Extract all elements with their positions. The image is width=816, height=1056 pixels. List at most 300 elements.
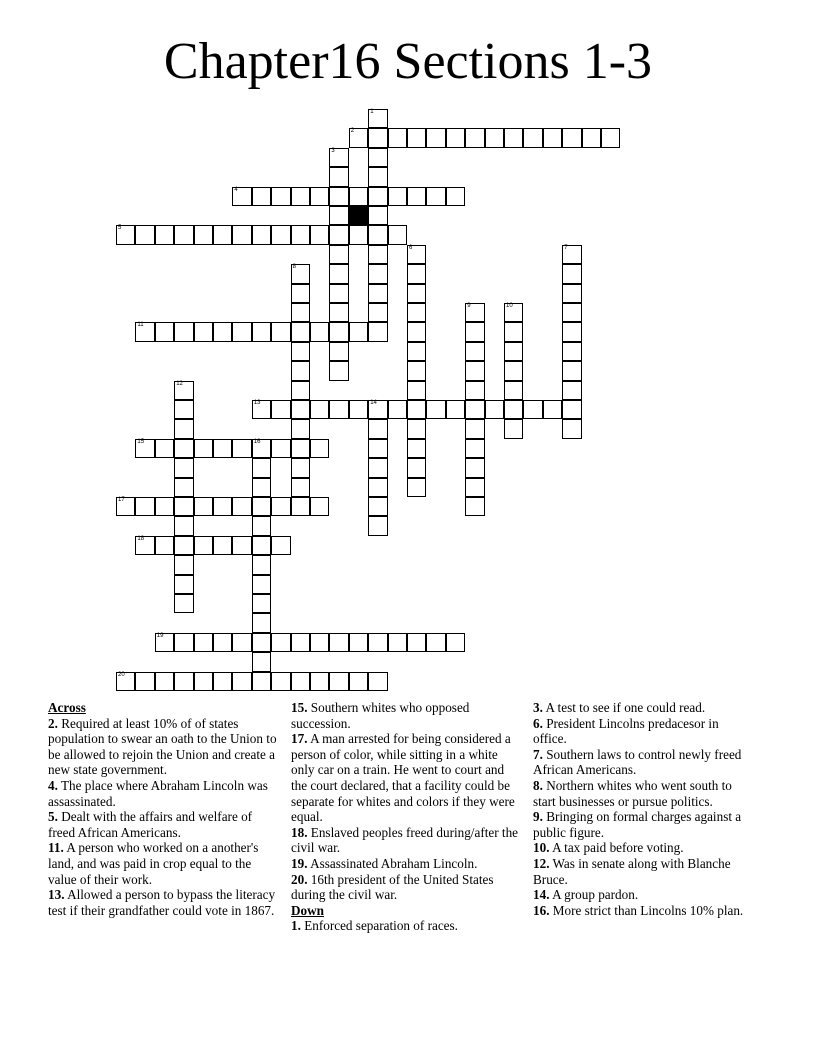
grid-cell[interactable] xyxy=(368,419,387,438)
clue-down-9 xyxy=(533,809,755,840)
grid-cell[interactable] xyxy=(252,536,271,555)
grid-cell[interactable] xyxy=(504,342,523,361)
grid-cell[interactable] xyxy=(446,128,465,147)
grid-cell[interactable] xyxy=(155,672,174,691)
clue-text: A person who worked on a another's land, and was paid in crop equal to the value of their work. xyxy=(48,840,259,887)
grid-cell[interactable] xyxy=(407,400,426,419)
clue-number: 11. xyxy=(48,840,64,856)
grid-cell[interactable] xyxy=(155,633,174,652)
grid-cell[interactable] xyxy=(155,225,174,244)
grid-cell[interactable] xyxy=(388,633,407,652)
grid-cell[interactable] xyxy=(407,419,426,438)
clue-text: Southern whites who opposed succession. xyxy=(291,700,470,731)
clue-text: More strict than Lincolns 10% plan. xyxy=(552,902,744,918)
grid-cell[interactable] xyxy=(368,148,387,167)
grid-cell[interactable] xyxy=(252,672,271,691)
grid-cell[interactable] xyxy=(446,400,465,419)
grid-cell[interactable] xyxy=(368,225,387,244)
grid-cell[interactable] xyxy=(562,342,581,361)
grid-cell[interactable] xyxy=(407,187,426,206)
grid-cell[interactable] xyxy=(252,400,271,419)
grid-cell[interactable] xyxy=(601,128,620,147)
grid-cell[interactable] xyxy=(291,264,310,283)
grid-cell[interactable] xyxy=(329,206,348,225)
clue-number: 6. xyxy=(533,715,543,731)
grid-cell[interactable] xyxy=(504,361,523,380)
grid-cell[interactable] xyxy=(271,497,290,516)
grid-cell[interactable] xyxy=(135,497,154,516)
grid-cell[interactable] xyxy=(271,322,290,341)
grid-cell[interactable] xyxy=(329,342,348,361)
grid-cell[interactable] xyxy=(465,361,484,380)
cell-number: 15 xyxy=(137,438,145,445)
grid-cell[interactable] xyxy=(407,458,426,477)
grid-cell[interactable] xyxy=(388,128,407,147)
grid-cell[interactable] xyxy=(349,322,368,341)
grid-cell[interactable] xyxy=(135,439,154,458)
grid-block xyxy=(349,206,368,225)
cell-number: 8 xyxy=(292,264,296,271)
clue-column-3 xyxy=(533,700,755,918)
grid-cell[interactable] xyxy=(562,245,581,264)
grid-cell[interactable] xyxy=(329,400,348,419)
grid-cell[interactable] xyxy=(232,497,251,516)
grid-cell[interactable] xyxy=(252,497,271,516)
grid-cell[interactable] xyxy=(291,322,310,341)
grid-cell[interactable] xyxy=(194,322,213,341)
grid-cell[interactable] xyxy=(252,633,271,652)
cell-number: 11 xyxy=(137,322,144,329)
grid-cell[interactable] xyxy=(174,478,193,497)
clue-text: Required at least 10% of of states population to swear an oath to the Union to be allowed to rejoin the Union and create a new state government. xyxy=(48,715,277,778)
grid-cell[interactable] xyxy=(368,672,387,691)
clue-text: The place where Abraham Lincoln was assassinated. xyxy=(48,777,268,809)
clue-across-19 xyxy=(291,856,523,872)
grid-cell[interactable] xyxy=(543,400,562,419)
clue-down-10 xyxy=(533,840,755,856)
cell-number: 13 xyxy=(253,400,261,406)
grid-cell[interactable] xyxy=(504,419,523,438)
grid-cell[interactable] xyxy=(310,400,329,419)
grid-cell[interactable] xyxy=(368,128,387,147)
grid-cell[interactable] xyxy=(329,148,348,167)
grid-cell[interactable] xyxy=(407,439,426,458)
grid-cell[interactable] xyxy=(407,128,426,147)
grid-cell[interactable] xyxy=(407,245,426,264)
cell-number: 3 xyxy=(331,147,335,154)
grid-cell[interactable] xyxy=(252,478,271,497)
grid-cell[interactable] xyxy=(388,225,407,244)
grid-cell[interactable] xyxy=(368,206,387,225)
grid-cell[interactable] xyxy=(291,303,310,322)
grid-cell[interactable] xyxy=(252,575,271,594)
cell-number: 16 xyxy=(253,438,261,445)
grid-cell[interactable] xyxy=(329,284,348,303)
grid-cell[interactable] xyxy=(310,497,329,516)
grid-cell[interactable] xyxy=(194,536,213,555)
grid-cell[interactable] xyxy=(252,439,271,458)
clue-number: 5. xyxy=(48,809,58,825)
clue-text: Dealt with the affairs and welfare of freed African Americans. xyxy=(48,809,253,840)
grid-cell[interactable] xyxy=(252,225,271,244)
grid-cell[interactable] xyxy=(213,672,232,691)
grid-cell[interactable] xyxy=(213,536,232,555)
grid-cell[interactable] xyxy=(368,187,387,206)
grid-cell[interactable] xyxy=(174,536,193,555)
grid-cell[interactable] xyxy=(174,439,193,458)
grid-cell[interactable] xyxy=(155,322,174,341)
grid-cell[interactable] xyxy=(252,516,271,535)
grid-cell[interactable] xyxy=(232,536,251,555)
across-heading: Across xyxy=(48,700,86,715)
clue-across-20 xyxy=(291,872,523,903)
grid-cell[interactable] xyxy=(174,419,193,438)
clue-across-11 xyxy=(48,840,280,887)
grid-cell[interactable] xyxy=(329,322,348,341)
grid-cell[interactable] xyxy=(232,633,251,652)
grid-cell[interactable] xyxy=(271,439,290,458)
clue-number: 9. xyxy=(533,809,543,825)
grid-cell[interactable] xyxy=(388,187,407,206)
clue-number: 15. xyxy=(291,700,308,715)
grid-cell[interactable] xyxy=(465,419,484,438)
clue-number: 16. xyxy=(533,902,550,918)
grid-cell[interactable] xyxy=(368,264,387,283)
grid-cell[interactable] xyxy=(407,361,426,380)
grid-cell[interactable] xyxy=(232,439,251,458)
clue-down-12 xyxy=(533,856,755,887)
grid-cell[interactable] xyxy=(310,322,329,341)
grid-cell[interactable] xyxy=(562,381,581,400)
clue-number: 17. xyxy=(291,731,308,747)
grid-cell[interactable] xyxy=(194,672,213,691)
cell-number: 6 xyxy=(409,244,413,251)
grid-cell[interactable] xyxy=(291,225,310,244)
clue-down-1 xyxy=(291,918,523,934)
clue-text: Enslaved peoples freed during/after the civil war. xyxy=(291,824,519,856)
clue-column-2 xyxy=(291,700,523,934)
grid-cell[interactable] xyxy=(465,128,484,147)
clue-number: 3. xyxy=(533,700,543,715)
cell-number: 17 xyxy=(118,497,125,503)
grid-cell[interactable] xyxy=(291,478,310,497)
grid-cell[interactable] xyxy=(465,303,484,322)
grid-cell[interactable] xyxy=(349,633,368,652)
grid-cell[interactable] xyxy=(329,303,348,322)
grid-cell[interactable] xyxy=(174,322,193,341)
cell-number: 5 xyxy=(118,225,122,232)
clue-text: Assassinated Abraham Lincoln. xyxy=(310,855,478,871)
grid-cell[interactable] xyxy=(174,400,193,419)
grid-cell[interactable] xyxy=(291,361,310,380)
grid-cell[interactable] xyxy=(368,497,387,516)
grid-cell[interactable] xyxy=(349,225,368,244)
grid-cell[interactable] xyxy=(174,458,193,477)
cell-number: 7 xyxy=(564,244,568,251)
grid-cell[interactable] xyxy=(562,303,581,322)
cell-number: 10 xyxy=(506,303,513,309)
grid-cell[interactable] xyxy=(232,672,251,691)
grid-cell[interactable] xyxy=(310,225,329,244)
clue-down-8 xyxy=(533,778,755,809)
grid-cell[interactable] xyxy=(291,419,310,438)
grid-cell[interactable] xyxy=(310,439,329,458)
grid-cell[interactable] xyxy=(504,128,523,147)
cell-number: 20 xyxy=(118,671,125,678)
clue-number: 13. xyxy=(48,887,65,903)
clue-down-7 xyxy=(533,747,755,778)
clue-number: 18. xyxy=(291,824,308,840)
grid-cell[interactable] xyxy=(291,439,310,458)
clue-number: 19. xyxy=(291,855,308,871)
grid-cell[interactable] xyxy=(465,478,484,497)
grid-cell[interactable] xyxy=(213,497,232,516)
clue-text: President Lincolns predacesor in office. xyxy=(533,715,719,747)
clue-text: Southern laws to control newly freed African Americans. xyxy=(533,746,742,778)
grid-cell[interactable] xyxy=(174,516,193,535)
grid-cell[interactable] xyxy=(349,400,368,419)
grid-cell[interactable] xyxy=(504,381,523,400)
grid-cell[interactable] xyxy=(213,225,232,244)
grid-cell[interactable] xyxy=(310,633,329,652)
clue-number: 1. xyxy=(291,918,301,934)
clue-number: 12. xyxy=(533,855,550,871)
clue-text: A tax paid before voting. xyxy=(552,840,684,856)
grid-cell[interactable] xyxy=(426,633,445,652)
grid-cell[interactable] xyxy=(562,361,581,380)
grid-cell[interactable] xyxy=(232,225,251,244)
grid-cell[interactable] xyxy=(252,322,271,341)
grid-cell[interactable] xyxy=(310,672,329,691)
grid-cell[interactable] xyxy=(116,497,135,516)
grid-cell[interactable] xyxy=(194,225,213,244)
grid-cell[interactable] xyxy=(329,264,348,283)
clue-number: 7. xyxy=(533,746,543,762)
grid-cell[interactable] xyxy=(174,225,193,244)
grid-cell[interactable] xyxy=(329,245,348,264)
grid-cell[interactable] xyxy=(213,633,232,652)
grid-cell[interactable] xyxy=(407,342,426,361)
grid-cell[interactable] xyxy=(407,303,426,322)
grid-cell[interactable] xyxy=(174,497,193,516)
grid-cell[interactable] xyxy=(135,225,154,244)
grid-cell[interactable] xyxy=(135,322,154,341)
grid-cell[interactable] xyxy=(174,672,193,691)
grid-cell[interactable] xyxy=(368,303,387,322)
grid-cell[interactable] xyxy=(562,128,581,147)
grid-cell[interactable] xyxy=(426,128,445,147)
grid-cell[interactable] xyxy=(291,400,310,419)
grid-cell[interactable] xyxy=(485,400,504,419)
grid-cell[interactable] xyxy=(543,128,562,147)
grid-cell[interactable] xyxy=(252,187,271,206)
clue-down-3 xyxy=(533,700,755,716)
grid-cell[interactable] xyxy=(562,419,581,438)
grid-cell[interactable] xyxy=(523,400,542,419)
grid-cell[interactable] xyxy=(329,633,348,652)
clue-text: 16th president of the United States during the civil war. xyxy=(291,871,494,903)
grid-cell[interactable] xyxy=(504,322,523,341)
grid-cell[interactable] xyxy=(310,187,329,206)
grid-cell[interactable] xyxy=(155,536,174,555)
grid-cell[interactable] xyxy=(368,167,387,186)
clue-column-1 xyxy=(48,700,280,918)
grid-cell[interactable] xyxy=(271,187,290,206)
grid-cell[interactable] xyxy=(368,322,387,341)
grid-cell[interactable] xyxy=(194,439,213,458)
grid-cell[interactable] xyxy=(368,478,387,497)
grid-cell[interactable] xyxy=(368,439,387,458)
grid-cell[interactable] xyxy=(135,536,154,555)
grid-cell[interactable] xyxy=(368,400,387,419)
clue-text: A test to see if one could read. xyxy=(545,700,706,715)
grid-cell[interactable] xyxy=(174,575,193,594)
grid-cell[interactable] xyxy=(291,672,310,691)
grid-cell[interactable] xyxy=(465,497,484,516)
grid-cell[interactable] xyxy=(407,284,426,303)
grid-cell[interactable] xyxy=(562,284,581,303)
clue-number: 2. xyxy=(48,715,58,731)
grid-cell[interactable] xyxy=(446,187,465,206)
cell-number: 19 xyxy=(156,632,164,639)
grid-cell[interactable] xyxy=(329,225,348,244)
grid-cell[interactable] xyxy=(329,167,348,186)
grid-cell[interactable] xyxy=(116,672,135,691)
clue-text: A group pardon. xyxy=(552,887,639,903)
grid-cell[interactable] xyxy=(291,284,310,303)
clue-down-16 xyxy=(533,903,755,919)
clue-number: 20. xyxy=(291,871,308,887)
grid-cell[interactable] xyxy=(135,672,154,691)
grid-cell[interactable] xyxy=(368,458,387,477)
cell-number: 14 xyxy=(370,400,377,406)
down-heading: Down xyxy=(291,902,324,918)
grid-cell[interactable] xyxy=(194,633,213,652)
grid-cell[interactable] xyxy=(291,497,310,516)
clue-text: Bringing on formal charges against a public figure. xyxy=(533,809,742,840)
grid-cell[interactable] xyxy=(562,400,581,419)
grid-cell[interactable] xyxy=(407,478,426,497)
grid-cell[interactable] xyxy=(485,128,504,147)
grid-cell[interactable] xyxy=(562,322,581,341)
grid-cell[interactable] xyxy=(174,594,193,613)
grid-cell[interactable] xyxy=(426,187,445,206)
grid-cell[interactable] xyxy=(155,439,174,458)
grid-cell[interactable] xyxy=(271,633,290,652)
grid-cell[interactable] xyxy=(504,400,523,419)
grid-cell[interactable] xyxy=(291,458,310,477)
grid-cell[interactable] xyxy=(523,128,542,147)
grid-cell[interactable] xyxy=(232,322,251,341)
grid-cell[interactable] xyxy=(562,264,581,283)
grid-cell[interactable] xyxy=(291,342,310,361)
grid-cell[interactable] xyxy=(368,245,387,264)
cell-number: 12 xyxy=(176,380,183,387)
clue-number: 10. xyxy=(533,840,550,856)
grid-cell[interactable] xyxy=(582,128,601,147)
cell-number: 1 xyxy=(370,109,374,115)
grid-cell[interactable] xyxy=(407,381,426,400)
grid-cell[interactable] xyxy=(465,458,484,477)
grid-cell[interactable] xyxy=(252,613,271,632)
grid-cell[interactable] xyxy=(174,381,193,400)
clue-number: 14. xyxy=(533,887,550,903)
grid-cell[interactable] xyxy=(271,672,290,691)
grid-cell[interactable] xyxy=(407,264,426,283)
grid-cell[interactable] xyxy=(329,361,348,380)
grid-cell[interactable] xyxy=(291,381,310,400)
grid-cell[interactable] xyxy=(271,400,290,419)
grid-cell[interactable] xyxy=(155,497,174,516)
cell-number: 9 xyxy=(467,303,471,309)
clue-across-18 xyxy=(291,825,523,856)
clue-across-2 xyxy=(48,716,280,778)
grid-cell[interactable] xyxy=(349,672,368,691)
grid-cell[interactable] xyxy=(291,187,310,206)
grid-cell[interactable] xyxy=(252,594,271,613)
grid-cell[interactable] xyxy=(407,322,426,341)
cell-number: 18 xyxy=(137,535,145,542)
clue-across-15 xyxy=(291,700,523,731)
grid-cell[interactable] xyxy=(368,633,387,652)
clue-text: Enforced separation of races. xyxy=(304,918,458,934)
grid-cell[interactable] xyxy=(465,400,484,419)
grid-cell[interactable] xyxy=(252,652,271,671)
clue-number: 4. xyxy=(48,777,58,793)
grid-cell[interactable] xyxy=(329,672,348,691)
grid-cell[interactable] xyxy=(213,439,232,458)
grid-cell[interactable] xyxy=(426,400,445,419)
grid-cell[interactable] xyxy=(116,225,135,244)
grid-cell[interactable] xyxy=(252,458,271,477)
grid-cell[interactable] xyxy=(174,633,193,652)
grid-cell[interactable] xyxy=(349,128,368,147)
grid-cell[interactable] xyxy=(232,187,251,206)
grid-cell[interactable] xyxy=(194,497,213,516)
grid-cell[interactable] xyxy=(368,516,387,535)
grid-cell[interactable] xyxy=(174,555,193,574)
clue-number: 8. xyxy=(533,777,543,793)
grid-cell[interactable] xyxy=(349,187,368,206)
clue-down-14 xyxy=(533,887,755,903)
grid-cell[interactable] xyxy=(465,342,484,361)
cell-number: 2 xyxy=(350,128,355,135)
grid-cell[interactable] xyxy=(213,322,232,341)
clue-text: Was in senate along with Blanche Bruce. xyxy=(533,855,731,887)
grid-cell[interactable] xyxy=(271,536,290,555)
grid-cell[interactable] xyxy=(271,225,290,244)
grid-cell[interactable] xyxy=(446,633,465,652)
grid-cell[interactable] xyxy=(388,400,407,419)
grid-cell[interactable] xyxy=(291,633,310,652)
grid-cell[interactable] xyxy=(329,187,348,206)
clue-text: Allowed a person to bypass the literacy test if their grandfather could vote in 1867. xyxy=(48,887,276,918)
grid-cell[interactable] xyxy=(465,322,484,341)
clue-text: A man arrested for being considered a person of color, while sitting in a white only car on a train. He went to court and the court declared, that a facility could be separate for whites and colors if they were equal. xyxy=(291,731,515,825)
grid-cell[interactable] xyxy=(368,109,387,128)
clue-across-17 xyxy=(291,731,523,825)
page-title: Chapter16 Sections 1-3 xyxy=(163,33,653,90)
clue-down-6 xyxy=(533,716,755,747)
grid-cell[interactable] xyxy=(252,555,271,574)
grid-cell[interactable] xyxy=(465,381,484,400)
grid-cell[interactable] xyxy=(465,439,484,458)
grid-cell[interactable] xyxy=(407,633,426,652)
grid-cell[interactable] xyxy=(504,303,523,322)
clue-across-13 xyxy=(48,887,280,918)
clue-across-4 xyxy=(48,778,280,809)
grid-cell[interactable] xyxy=(368,284,387,303)
